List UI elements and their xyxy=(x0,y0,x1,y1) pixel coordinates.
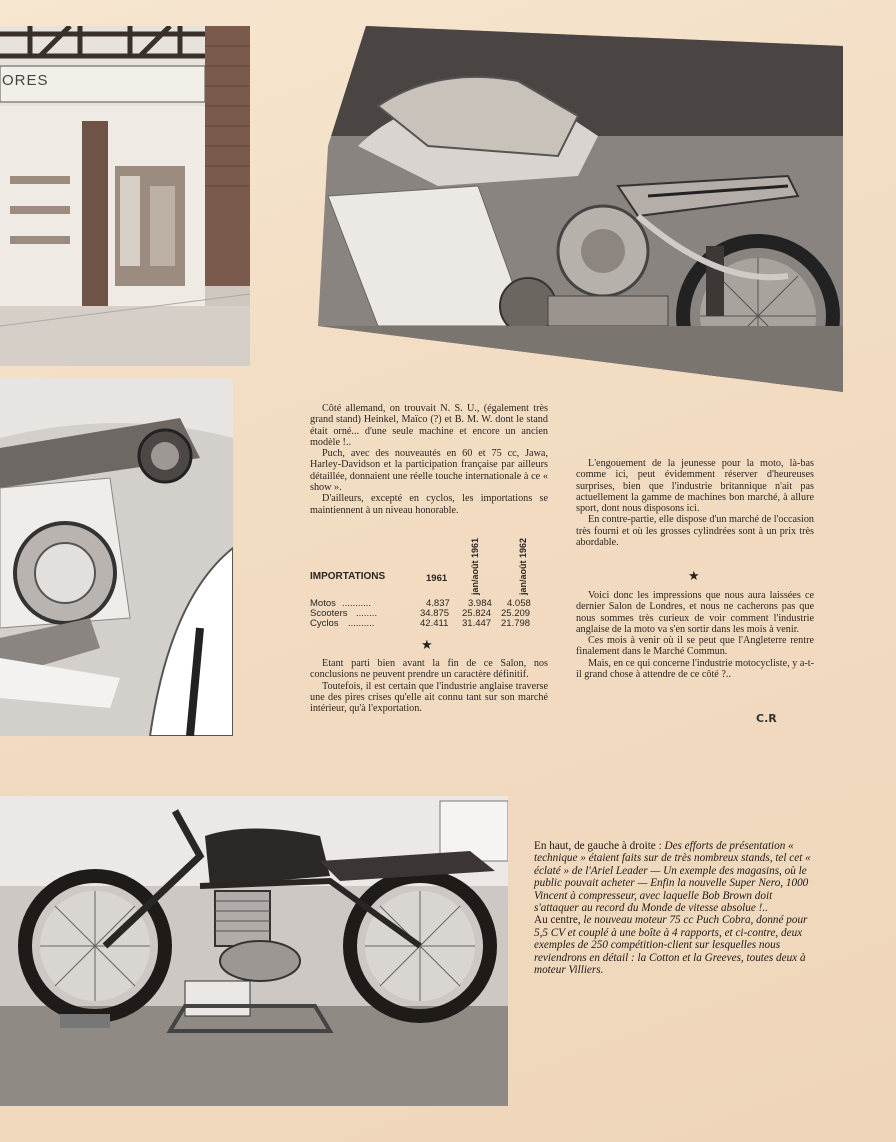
table-title: IMPORTATIONS xyxy=(310,571,386,582)
row-label: Scooters xyxy=(310,608,348,619)
table-header-janaout-1962: jan/août 1962 xyxy=(518,537,528,595)
cell-value: 25.209 xyxy=(501,608,531,619)
article-column-2 xyxy=(576,458,814,548)
cell-value: 34.875 xyxy=(420,608,450,619)
cell-value: 25.824 xyxy=(462,608,492,619)
row-dots: ........... xyxy=(342,598,372,609)
article-column-1-end xyxy=(310,658,548,714)
paragraph: L'engouement de la jeunesse pour la moto, là-bas comme ici, peut évidemment réserver d'heureuses surprises, bien que l'industrie britannique n'ait pas actuellement la gamme de machines bon marché, à allure sport, dont nous disposons ici. xyxy=(576,458,814,515)
author-signature: C.R xyxy=(756,712,777,725)
row-label: Motos xyxy=(310,598,336,609)
cell-value: 21.798 xyxy=(501,618,531,629)
paragraph: Voici donc les impressions que nous aura laissées ce dernier Salon de Londres, et nous ne cacherons pas que nous sommes très curieux de voir comment l'industrie anglaise de la moto va s'en sortir dans les mois à venir. xyxy=(576,590,814,635)
cell-value: 42.411 xyxy=(420,618,449,629)
shop-photo xyxy=(0,26,250,366)
article-column-1 xyxy=(310,403,548,516)
paragraph: Puch, avec des nouveautés en 60 et 75 cc, Jawa, Harley-Davidson et la participation française par ailleurs détaillée, donnaient une réelle touche internationale à ce « show ». xyxy=(310,448,548,494)
table-header-1961: 1961 xyxy=(426,573,448,584)
cell-value: 4.837 xyxy=(426,598,450,609)
article-column-2-end xyxy=(576,590,814,680)
puch-engine-photo xyxy=(0,378,233,736)
row-label: Cyclos xyxy=(310,618,339,629)
table-header-janaout-1961: jan/août 1961 xyxy=(470,537,480,595)
star-separator: ★ xyxy=(688,568,700,583)
caption-text: le nouveau moteur 75 cc Puch Cobra, donné pour 5,5 CV et couplé à une boîte à 4 rapports, et ci-contre, deux exemples de 250 compétition-client sur lesquelles nous reviendrons en détail : la Cotton et la Greeves, toutes deux à moteur Villiers. xyxy=(534,914,808,977)
paragraph: Toutefois, il est certain que l'industrie anglaise traverse une des pires crises qu'elle ait connu tant sur son marché intérieur, qu'à l'exportation. xyxy=(310,680,548,715)
paragraph: Côté allemand, on trouvait N. S. U., (également très grand stand) Heinkel, Maïco (?) et B. M. W. dont le stand était orné... d'une seule machine et encore un ancien modèle !.. xyxy=(310,403,548,448)
caption-text: Des efforts de présentation « technique » étaient faits sur de très nombreux stands, tel cet « éclaté » de l'Ariel Leader — Un exemple des magasins, où le public pouvait acheter — Enfin la nouvelle Super Nero, 1000 Vincent à compresseur, avec laquelle Bob Brown doit s'attaquer au record du Monde de vitesse absolue !.. xyxy=(534,840,811,915)
cell-value: 4.058 xyxy=(507,598,531,609)
cell-value: 3.984 xyxy=(468,598,492,609)
store-sign-text: ORES xyxy=(2,72,49,89)
super-nero-photo xyxy=(318,26,843,392)
paragraph: Mais, en ce qui concerne l'industrie motocycliste, y a-t-il grand chose à attendre de ce côté ?.. xyxy=(576,657,814,681)
photo-caption xyxy=(534,840,818,976)
paragraph: Ces mois à venir où il se peut que l'Angleterre rentre finalement dans le Marché Commun. xyxy=(576,635,814,658)
paragraph: Etant parti bien avant la fin de ce Salon, nos conclusions ne peuvent prendre un caractère définitif. xyxy=(310,658,548,681)
importations-table xyxy=(310,537,550,635)
cotton-motorcycle-photo xyxy=(0,796,508,1106)
star-separator: ★ xyxy=(421,637,433,652)
row-dots: .......... xyxy=(348,618,375,629)
caption-paragraph-2 xyxy=(534,914,818,976)
caption-lead: En haut, de gauche à droite : xyxy=(534,840,662,852)
paragraph: En contre-partie, elle dispose d'un marché de l'occasion très fourni et où les grosses cylindrées sont à un prix très abordable. xyxy=(576,514,815,549)
caption-paragraph-1 xyxy=(534,840,818,914)
cell-value: 31.447 xyxy=(462,618,492,629)
paragraph: D'ailleurs, excepté en cyclos, les importations se maintiennent à un niveau honorable. xyxy=(310,493,548,516)
row-dots: ........ xyxy=(356,608,378,619)
caption-lead: Au centre, xyxy=(534,914,581,927)
